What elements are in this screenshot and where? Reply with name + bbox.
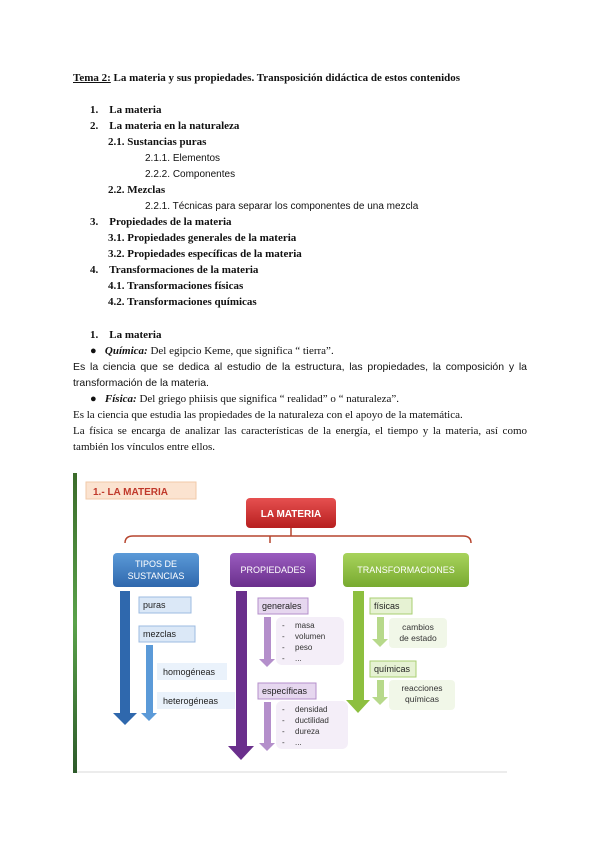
toc-item: 2.1.1. Elementos [145, 153, 221, 164]
title-text: La materia y sus propiedades. Transposición didáctica de estos contenidos [113, 72, 461, 84]
svg-text:-: - [282, 705, 285, 714]
toc-item: 4.1. Transformaciones físicas [108, 280, 244, 292]
svg-text:-: - [282, 727, 285, 736]
fisicas-text-line1: cambios [402, 622, 434, 632]
toc-item: 4.2. Transformaciones químicas [108, 296, 257, 308]
toc-item: 4. Transformaciones de la materia [90, 264, 259, 276]
col3-title: TRANSFORMACIONES [357, 565, 455, 575]
fisicas-text-line2: de estado [399, 633, 437, 643]
diagram-svg [73, 473, 507, 773]
materia-concept-diagram [73, 473, 507, 773]
fisica-bullet: ● Física: Del griego phiisis que significa “ realidad” o “ naturaleza”. [90, 393, 400, 405]
quimica-bullet: ● Química: Del egipcio Keme, que significa “ tierra”. [90, 345, 334, 357]
mezclas-label: mezclas [143, 629, 177, 639]
quimica-paragraph: Es la ciencia que se dedica al estudio de la estructura, las propiedades, la composición y la transformación de la materia. [73, 361, 527, 389]
col2-arrow [228, 591, 254, 760]
toc-item: 3.2. Propiedades específicas de la materia [108, 248, 302, 260]
especificas-label: específicas [262, 686, 308, 696]
toc-item: 2. La materia en la naturaleza [90, 120, 240, 132]
gen-item: masa [295, 621, 315, 630]
toc-item: 2.2.2. Componentes [145, 169, 236, 180]
toc-item: 2.1. Sustancias puras [108, 136, 207, 148]
col2-title: PROPIEDADES [240, 565, 306, 575]
toc-item: 2.2.1. Técnicas para separar los componentes de una mezcla [145, 201, 419, 212]
quimicas-arrow [372, 680, 388, 705]
svg-text:-: - [282, 643, 285, 652]
quimicas-label: químicas [374, 664, 411, 674]
esp-item: densidad [295, 705, 328, 714]
svg-text:-: - [282, 716, 285, 725]
quimica-definition: Del egipcio Keme, que significa “ tierra”. [150, 345, 334, 357]
col1-title-line2: SUSTANCIAS [127, 571, 185, 581]
page-title [73, 72, 460, 84]
left-accent-bar [73, 473, 77, 773]
gen-item: peso [295, 643, 313, 652]
fisicas-arrow [372, 617, 388, 647]
esp-item: dureza [295, 727, 320, 736]
homogeneas-label: homogéneas [163, 667, 216, 677]
svg-text:-: - [282, 654, 285, 663]
section-heading: 1. La materia [90, 329, 162, 341]
col1-title-line1: TIPOS DE [134, 559, 178, 569]
col1-arrow [113, 591, 137, 725]
toc-item: 3.1. Propiedades generales de la materia [108, 232, 297, 244]
diagram-header: 1.- LA MATERIA [93, 487, 168, 498]
quimica-term: Química: [104, 345, 148, 357]
puras-label: puras [143, 600, 166, 610]
fisica-paragraph-2: La física se encarga de analizar las características de la energía, el tiempo y la materia, así como también los vínculos entre ellos. [73, 425, 527, 453]
esp-item: ductilidad [295, 716, 329, 725]
toc-item: 3. Propiedades de la materia [90, 216, 232, 228]
svg-text:-: - [282, 621, 285, 630]
fisicas-label: físicas [374, 601, 400, 611]
toc-item: 1. La materia [90, 104, 162, 116]
generales-label: generales [262, 601, 302, 611]
quimicas-text-line2: químicas [404, 694, 440, 704]
mezclas-arrow [141, 645, 157, 721]
fisica-term: Física: [104, 393, 137, 405]
esp-item: ... [295, 738, 302, 747]
title-prefix: Tema 2: [73, 72, 111, 84]
fisica-definition: Del griego phiisis que significa “ realidad” o “ naturaleza”. [139, 393, 400, 405]
root-connector [125, 528, 471, 543]
col3-arrow [346, 591, 370, 713]
svg-text:-: - [282, 632, 285, 641]
generales-arrow [259, 617, 275, 667]
quimicas-text-line1: reacciones [401, 683, 443, 693]
heterogeneas-label: heterogéneas [163, 696, 219, 706]
gen-item: volumen [295, 632, 326, 641]
especificas-arrow [259, 702, 275, 751]
fisica-paragraph-1: Es la ciencia que estudia las propiedades de la naturaleza con el apoyo de la matemática. [73, 409, 463, 421]
gen-item: ... [295, 654, 302, 663]
toc-item: 2.2. Mezclas [108, 184, 166, 196]
root-label: LA MATERIA [260, 509, 322, 520]
svg-text:-: - [282, 738, 285, 747]
